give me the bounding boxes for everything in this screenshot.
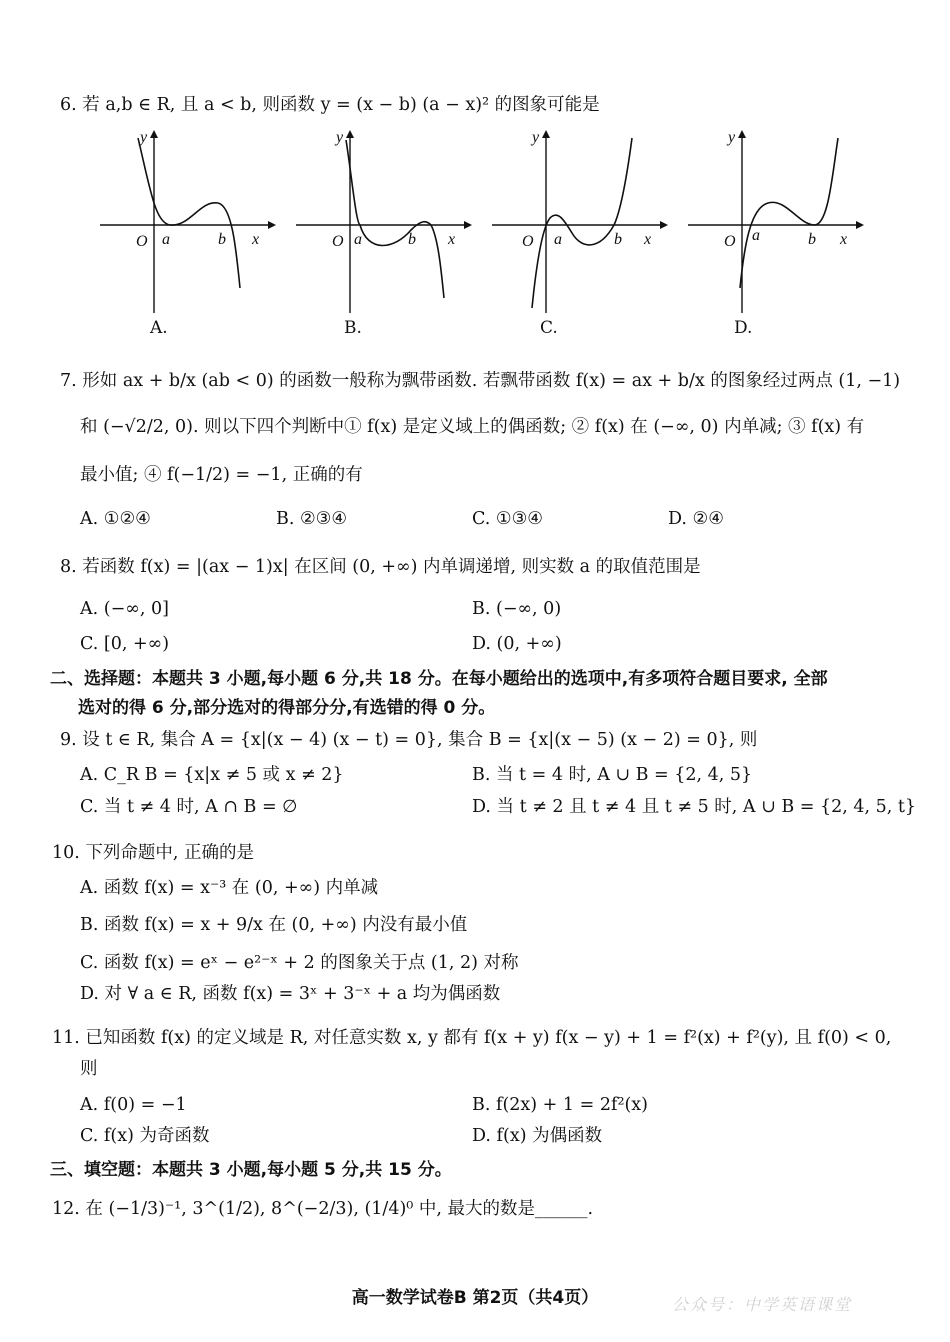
q7-line1: 7. 形如 ax + b/x (ab < 0) 的函数一般称为飘带函数. 若飘带函数 f(x) = ax + b/x 的图象经过两点 (1, −1) xyxy=(60,371,901,391)
q10-option-a: A. 函数 f(x) = x⁻³ 在 (0, +∞) 内单减 xyxy=(80,878,379,898)
svg-text:x: x xyxy=(840,231,848,248)
svg-text:a: a xyxy=(554,231,562,248)
q7-option-c: C. ①③④ xyxy=(472,509,543,529)
q9-stem: 9. 设 t ∈ R, 集合 A = {x|(x − 4) (x − t) = 0}, 集合 B = {x|(x − 5) (x − 2) = 0}, 则 xyxy=(60,730,758,750)
svg-text:y: y xyxy=(532,129,540,146)
page-footer: 高一数学试卷B 第2页（共4页） xyxy=(351,1288,599,1308)
graph-b xyxy=(296,128,471,318)
svg-text:x: x xyxy=(252,231,260,248)
svg-text:b: b xyxy=(408,231,416,248)
q7-option-b: B. ②③④ xyxy=(276,509,348,529)
svg-text:a: a xyxy=(162,231,170,248)
q9-option-b: B. 当 t = 4 时, A ∪ B = {2, 4, 5} xyxy=(472,765,753,785)
q7-option-a: A. ①②④ xyxy=(80,509,151,529)
graph-d xyxy=(688,128,863,318)
svg-text:y: y xyxy=(336,129,344,146)
section3-heading: 三、填空题：本题共 3 小题,每小题 5 分,共 15 分。 xyxy=(50,1160,452,1180)
section2-heading: 二、选择题：本题共 3 小题,每小题 6 分,共 18 分。在每小题给出的选项中,有多项符合题目要求, 全部 xyxy=(50,669,828,689)
q7-line3: 最小值; ④ f(−1/2) = −1, 正确的有 xyxy=(80,465,363,485)
graph-d-label: D. xyxy=(734,318,753,338)
q9-option-d: D. 当 t ≠ 2 且 t ≠ 4 且 t ≠ 5 时, A ∪ B = {2, 4, 5, t} xyxy=(472,797,917,817)
svg-text:b: b xyxy=(218,231,226,248)
svg-text:y: y xyxy=(140,129,148,146)
q9-option-a: A. C_R B = {x|x ≠ 5 或 x ≠ 2} xyxy=(80,765,344,785)
q7-option-d: D. ②④ xyxy=(668,509,724,529)
graph-c-label: C. xyxy=(540,318,558,338)
q12-stem: 12. 在 (−1/3)⁻¹, 3^(1/2), 8^(−2/3), (1/4)⁰ 中, 最大的数是______. xyxy=(52,1199,594,1219)
section2-heading-cont: 选对的得 6 分,部分选对的得部分分,有选错的得 0 分。 xyxy=(78,698,496,718)
graph-c xyxy=(492,128,667,318)
q10-option-d: D. 对 ∀ a ∈ R, 函数 f(x) = 3ˣ + 3⁻ˣ + a 均为偶函数 xyxy=(80,984,501,1004)
q11-line1: 11. 已知函数 f(x) 的定义域是 R, 对任意实数 x, y 都有 f(x + y) f(x − y) + 1 = f²(x) + f²(y), 且 f(0) < 0, xyxy=(52,1028,892,1048)
svg-text:O: O xyxy=(332,233,344,250)
svg-text:x: x xyxy=(448,231,456,248)
q11-option-c: C. f(x) 为奇函数 xyxy=(80,1126,210,1146)
q10-stem: 10. 下列命题中, 正确的是 xyxy=(52,843,255,863)
svg-text:b: b xyxy=(808,231,816,248)
q11-option-b: B. f(2x) + 1 = 2f²(x) xyxy=(472,1095,648,1115)
svg-text:a: a xyxy=(752,227,760,244)
q11-option-d: D. f(x) 为偶函数 xyxy=(472,1126,603,1146)
q6-stem: 6. 若 a,b ∈ R, 且 a < b, 则函数 y = (x − b) (a − x)² 的图象可能是 xyxy=(60,95,600,115)
svg-text:y: y xyxy=(728,129,736,146)
q8-option-d: D. (0, +∞) xyxy=(472,634,562,654)
q7-line2: 和 (−√2/2, 0). 则以下四个判断中① f(x) 是定义域上的偶函数; ② f(x) 在 (−∞, 0) 内单减; ③ f(x) 有 xyxy=(80,417,865,437)
q8-option-b: B. (−∞, 0) xyxy=(472,599,562,619)
q10-option-c: C. 函数 f(x) = eˣ − e²⁻ˣ + 2 的图象关于点 (1, 2) 对称 xyxy=(80,953,519,973)
svg-text:a: a xyxy=(354,231,362,248)
svg-text:b: b xyxy=(614,231,622,248)
graph-a-label: A. xyxy=(150,318,168,338)
graph-b-label: B. xyxy=(344,318,362,338)
svg-text:x: x xyxy=(644,231,652,248)
q11-option-a: A. f(0) = −1 xyxy=(80,1095,187,1115)
graph-a xyxy=(100,128,275,318)
q8-option-c: C. [0, +∞) xyxy=(80,634,170,654)
svg-text:O: O xyxy=(724,233,736,250)
q8-stem: 8. 若函数 f(x) = |(ax − 1)x| 在区间 (0, +∞) 内单调递增, 则实数 a 的取值范围是 xyxy=(60,557,701,577)
q8-option-a: A. (−∞, 0] xyxy=(80,599,169,619)
svg-text:O: O xyxy=(522,233,534,250)
watermark: 公众号：中学英语课堂 xyxy=(672,1295,853,1314)
q9-option-c: C. 当 t ≠ 4 时, A ∩ B = ∅ xyxy=(80,797,298,817)
q10-option-b: B. 函数 f(x) = x + 9/x 在 (0, +∞) 内没有最小值 xyxy=(80,915,468,935)
q11-line2: 则 xyxy=(80,1059,98,1079)
svg-text:O: O xyxy=(136,233,148,250)
